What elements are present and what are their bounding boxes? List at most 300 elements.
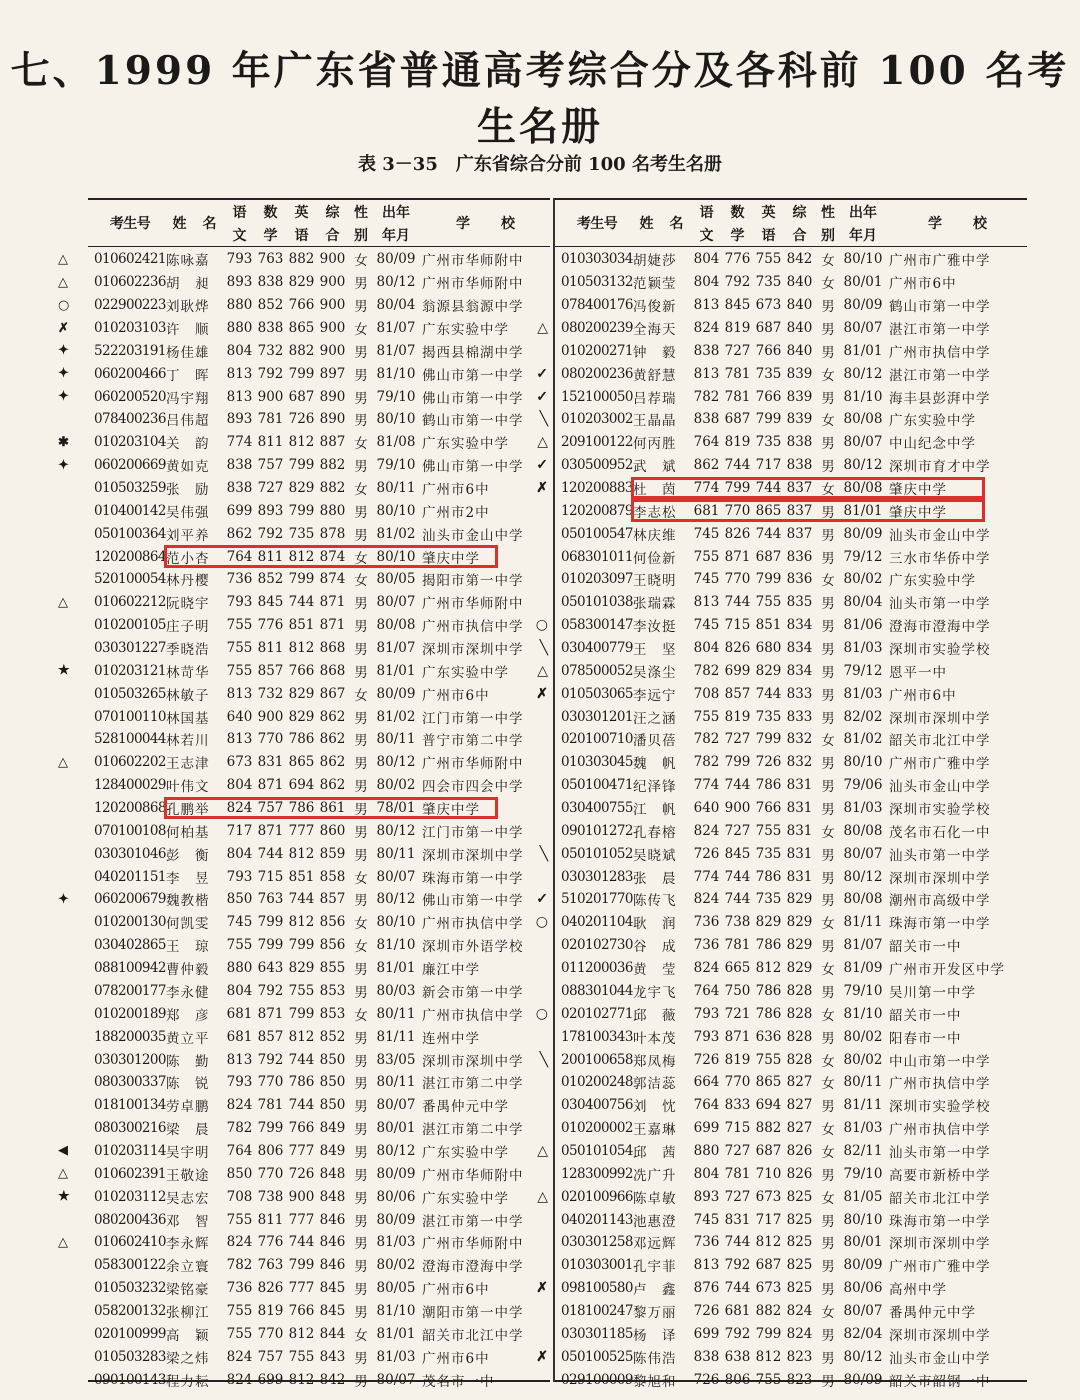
score-english: 766 [755, 342, 782, 359]
exam-id: 030301185 [561, 1325, 633, 1342]
school: 广州市执信中学 [889, 344, 991, 361]
score-math: 744 [724, 457, 751, 474]
birth-month: 80/09 [843, 1257, 883, 1274]
sex: 男 [354, 1053, 368, 1070]
score-chinese: 793 [226, 251, 253, 268]
score-chinese: 782 [693, 662, 720, 679]
score-chinese: 755 [226, 1325, 253, 1342]
table-row [58, 248, 550, 271]
score-math: 744 [724, 777, 751, 794]
student-name: 王志津 [166, 756, 210, 773]
school: 广州市6中 [889, 687, 957, 704]
birth-month: 79/10 [376, 457, 416, 474]
score-chinese: 726 [693, 845, 720, 862]
sex: 男 [821, 344, 835, 361]
table-row [555, 637, 1027, 660]
score-english: 812 [755, 960, 782, 977]
score-english: 777 [288, 1280, 315, 1297]
birth-month: 80/12 [843, 1348, 883, 1365]
school: 韶关市北江中学 [889, 733, 991, 750]
score-composite: 833 [786, 685, 813, 702]
school: 广州市华师附中 [422, 253, 524, 270]
school: 肇庆中学 [889, 504, 947, 521]
birth-month: 80/10 [843, 251, 883, 268]
margin-mark: ◀ [58, 1143, 68, 1159]
birth-month: 80/05 [376, 571, 416, 588]
score-composite: 852 [319, 1028, 346, 1045]
table-row [555, 1345, 1027, 1368]
score-english: 882 [288, 342, 315, 359]
header-line: 文 [232, 227, 247, 244]
student-name: 张 励 [166, 482, 210, 499]
student-name: 潘贝蓓 [633, 733, 677, 750]
score-english: 735 [755, 891, 782, 908]
score-chinese: 838 [226, 457, 253, 474]
score-english: 755 [755, 1371, 782, 1388]
exam-id: 010503065 [561, 685, 633, 702]
birth-month: 81/10 [843, 388, 883, 405]
birth-month: 81/03 [376, 1348, 416, 1365]
table-row [88, 797, 550, 820]
student-name: 邱 薇 [633, 1007, 677, 1024]
school: 广州市6中 [422, 687, 490, 704]
exam-id: 040201143 [561, 1211, 633, 1228]
score-composite: 831 [786, 777, 813, 794]
student-name: 李志松 [633, 504, 677, 521]
score-chinese: 755 [226, 1302, 253, 1319]
student-name: 叶本茂 [633, 1030, 677, 1047]
score-english: 882 [755, 1120, 782, 1137]
score-composite: 874 [319, 548, 346, 565]
handwritten-mark: △ [537, 662, 548, 679]
birth-month: 80/02 [843, 571, 883, 588]
student-name: 刘 忱 [633, 1099, 677, 1116]
table-row [555, 362, 1027, 385]
score-composite: 827 [786, 1097, 813, 1114]
school: 韶关市北江中学 [889, 1190, 991, 1207]
score-english: 673 [755, 1280, 782, 1297]
score-composite: 860 [319, 822, 346, 839]
score-chinese: 774 [693, 868, 720, 885]
header-line: 年月 [849, 227, 877, 244]
table-row [555, 1071, 1027, 1094]
table-row [88, 911, 550, 934]
exam-id: 030402865 [94, 937, 166, 954]
handwritten-mark: ○ [535, 1005, 548, 1022]
score-english: 799 [288, 937, 315, 954]
table-row [88, 934, 550, 957]
score-math: 871 [257, 777, 284, 794]
student-name: 叶伟文 [166, 779, 210, 796]
header-line: 数 [263, 204, 278, 221]
sex: 男 [821, 322, 835, 338]
school: 韶关市北江中学 [422, 1327, 524, 1344]
exam-id: 088301044 [561, 982, 633, 999]
birth-month: 81/01 [843, 502, 883, 519]
student-name: 梁之炜 [166, 1350, 210, 1367]
header-birth-month [374, 200, 418, 246]
student-name: 陈传飞 [633, 893, 677, 910]
school: 深圳市实验学校 [889, 802, 991, 819]
margin-mark: ✱ [58, 434, 69, 450]
score-composite: 900 [319, 320, 346, 336]
score-math: 763 [257, 251, 284, 268]
birth-month: 79/12 [843, 548, 883, 565]
student-name: 王敬途 [166, 1167, 210, 1184]
score-chinese: 813 [693, 365, 720, 382]
score-english: 786 [755, 777, 782, 794]
score-composite: 857 [319, 891, 346, 908]
school: 肇庆中学 [889, 482, 947, 499]
student-name: 陈卓敏 [633, 1190, 677, 1207]
score-chinese: 793 [226, 594, 253, 611]
table-row [555, 614, 1027, 637]
sex: 男 [821, 596, 835, 613]
exam-id: 030301201 [561, 708, 633, 725]
birth-month: 81/01 [843, 342, 883, 359]
score-chinese: 838 [693, 342, 720, 359]
score-math: 857 [257, 662, 284, 679]
margin-mark: ✦ [58, 457, 69, 473]
student-name: 何丙胜 [633, 436, 677, 453]
school: 番禺仲元中学 [422, 1099, 509, 1116]
table-row [88, 1300, 550, 1323]
sex: 女 [354, 916, 368, 933]
score-chinese: 755 [226, 1211, 253, 1228]
student-name: 高 颖 [166, 1327, 210, 1344]
header-line: 学 校 [456, 216, 516, 232]
sex: 女 [354, 482, 368, 499]
table-row [555, 682, 1027, 705]
score-chinese: 764 [693, 1097, 720, 1114]
score-composite: 836 [786, 548, 813, 565]
score-english: 717 [755, 457, 782, 474]
score-english: 766 [288, 1302, 315, 1319]
sex: 女 [354, 939, 368, 956]
handwritten-mark: ✗ [536, 685, 548, 702]
school: 深圳市深圳中学 [422, 847, 524, 864]
school: 佛山市第一中学 [422, 367, 524, 384]
sex: 男 [354, 299, 368, 316]
table-row [555, 1025, 1027, 1048]
birth-month: 80/06 [843, 1280, 883, 1297]
school: 广州市广雅中学 [889, 1259, 991, 1276]
table-row [555, 1117, 1027, 1140]
score-english: 799 [288, 571, 315, 588]
score-composite: 828 [786, 1051, 813, 1068]
birth-month: 81/01 [376, 662, 416, 679]
score-english: 882 [288, 251, 315, 268]
score-english: 799 [288, 1005, 315, 1022]
score-english: 687 [755, 320, 782, 336]
birth-month: 81/10 [843, 1005, 883, 1022]
score-math: 857 [724, 685, 751, 702]
score-english: 687 [755, 1257, 782, 1274]
table-row [555, 431, 1027, 454]
exam-id: 128400029 [94, 777, 166, 794]
student-name: 林庆维 [633, 527, 677, 544]
handwritten-mark: △ [537, 434, 548, 451]
student-name: 张瑞霖 [633, 596, 677, 613]
student-name: 郭洁蕊 [633, 1076, 677, 1093]
score-english: 786 [755, 868, 782, 885]
student-name: 邱 茜 [633, 1144, 677, 1161]
score-math: 799 [724, 754, 751, 771]
score-math: 727 [724, 1142, 751, 1159]
sex: 男 [354, 1373, 368, 1390]
student-name: 曹仲毅 [166, 962, 210, 979]
sex: 男 [821, 642, 835, 659]
score-english: 786 [288, 1074, 315, 1091]
birth-month: 81/03 [843, 640, 883, 657]
score-math: 776 [257, 617, 284, 634]
score-composite: 839 [786, 388, 813, 405]
header-line: 别 [354, 227, 368, 244]
sex: 男 [821, 687, 835, 704]
header-line: 综 [325, 204, 340, 221]
score-english: 786 [288, 731, 315, 748]
score-math: 900 [257, 388, 284, 405]
score-chinese: 673 [226, 754, 253, 771]
header-line: 考生号 [109, 216, 151, 232]
score-english: 851 [755, 617, 782, 634]
exam-id: 010503265 [94, 685, 166, 702]
score-chinese: 782 [693, 388, 720, 405]
score-english: 744 [288, 891, 315, 908]
table-row [555, 1140, 1027, 1163]
score-english: 799 [755, 1325, 782, 1342]
header-line: 性 [821, 204, 835, 221]
sex: 男 [821, 1099, 835, 1116]
student-name: 李汝挺 [633, 619, 677, 636]
score-math: 852 [257, 571, 284, 588]
score-english: 851 [288, 617, 315, 634]
table-row [58, 294, 550, 317]
sex: 男 [821, 847, 835, 864]
exam-id: 080300337 [94, 1074, 166, 1091]
header-line: 语 [761, 227, 776, 244]
table-row [555, 1048, 1027, 1071]
exam-id: 020102771 [561, 1005, 633, 1022]
sex: 男 [354, 1099, 368, 1116]
school: 广州市华师附中 [422, 1236, 524, 1253]
exam-id: 010203104 [94, 434, 166, 451]
score-composite: 832 [786, 731, 813, 748]
score-english: 687 [288, 388, 315, 405]
header-score-math [722, 200, 753, 246]
student-name: 林国基 [166, 710, 210, 727]
score-chinese: 774 [693, 480, 720, 497]
sex: 男 [354, 642, 368, 659]
table-row [88, 408, 550, 431]
school: 揭阳市第一中学 [422, 573, 524, 590]
score-math: 838 [257, 320, 284, 336]
student-name: 全海天 [633, 322, 677, 338]
score-chinese: 745 [693, 617, 720, 634]
table-row [555, 499, 1027, 522]
score-math: 781 [257, 1097, 284, 1114]
sex: 女 [821, 1053, 835, 1070]
birth-month: 80/02 [376, 1257, 416, 1274]
score-composite: 849 [319, 1120, 346, 1137]
exam-id: 120200864 [94, 548, 166, 565]
school: 广州市华师附中 [422, 596, 524, 613]
exam-id: 010303045 [561, 754, 633, 771]
rule-bottom [88, 1380, 550, 1382]
header-score-composite [784, 200, 815, 246]
score-chinese: 764 [226, 548, 253, 565]
table-caption: 表 3－35 广东省综合分前 100 名考生名册 [358, 154, 722, 175]
score-composite: 825 [786, 1211, 813, 1228]
birth-month: 81/11 [376, 1028, 416, 1045]
student-name: 吴晓斌 [633, 847, 677, 864]
score-english: 735 [755, 845, 782, 862]
score-chinese: 745 [693, 525, 720, 542]
rule-header [88, 246, 550, 247]
handwritten-mark: ✓ [536, 388, 548, 405]
school: 中山市第一中学 [889, 1053, 991, 1070]
birth-month: 80/10 [376, 914, 416, 931]
score-math: 781 [724, 1165, 751, 1182]
table-row [88, 842, 550, 865]
table-row [58, 271, 550, 294]
birth-month: 80/02 [376, 777, 416, 794]
score-math: 763 [257, 1257, 284, 1274]
score-math: 744 [724, 1234, 751, 1251]
exam-id: 078200177 [94, 982, 166, 999]
school: 广东实验中学 [422, 322, 509, 338]
score-chinese: 681 [226, 1028, 253, 1045]
header-score-composite [317, 200, 348, 246]
sex: 男 [821, 1167, 835, 1184]
table-row [88, 980, 550, 1003]
student-name: 江 帆 [633, 802, 677, 819]
score-english: 851 [288, 868, 315, 885]
score-composite: 823 [786, 1371, 813, 1388]
score-english: 812 [755, 1348, 782, 1365]
table-row [555, 568, 1027, 591]
exam-id: 010200189 [94, 1005, 166, 1022]
header-line: 考生号 [576, 216, 618, 232]
school: 深圳市育才中学 [889, 459, 991, 476]
score-math: 826 [257, 1280, 284, 1297]
score-chinese: 824 [226, 1371, 253, 1388]
score-math: 831 [257, 754, 284, 771]
score-chinese: 774 [226, 434, 253, 451]
score-chinese: 736 [693, 1234, 720, 1251]
school: 珠海市第一中学 [422, 870, 524, 887]
score-composite: 855 [319, 960, 346, 977]
score-english: 882 [755, 1302, 782, 1319]
birth-month: 80/10 [376, 502, 416, 519]
score-composite: 862 [319, 708, 346, 725]
score-chinese: 804 [693, 274, 720, 291]
birth-month: 80/02 [843, 1051, 883, 1068]
exam-id: 011200036 [561, 960, 633, 977]
exam-id: 080200239 [561, 320, 633, 336]
student-name: 耿 润 [633, 916, 677, 933]
score-chinese: 793 [693, 1005, 720, 1022]
score-math: 638 [724, 1348, 751, 1365]
table-row [88, 1025, 550, 1048]
score-math: 811 [257, 640, 284, 657]
score-math: 721 [724, 1005, 751, 1022]
exam-id: 030301283 [561, 868, 633, 885]
margin-mark: ✗ [58, 320, 69, 336]
score-chinese: 708 [693, 685, 720, 702]
exam-id: 010200248 [561, 1074, 633, 1091]
student-name: 王 琼 [166, 939, 210, 956]
score-english: 766 [288, 662, 315, 679]
score-chinese: 824 [226, 1097, 253, 1114]
school: 连州中学 [422, 1030, 480, 1047]
score-english: 829 [288, 685, 315, 702]
table-row [88, 477, 550, 500]
exam-id: 010602410 [94, 1234, 166, 1251]
table-right [553, 198, 1027, 1390]
sex: 男 [821, 527, 835, 544]
score-math: 744 [724, 891, 751, 908]
school: 深圳市外语学校 [422, 939, 524, 956]
table-row [58, 1185, 550, 1208]
score-chinese: 813 [226, 685, 253, 702]
student-name: 吕伟超 [166, 413, 210, 430]
table-row [555, 545, 1027, 568]
school: 茂名市一中 [422, 1373, 495, 1390]
student-name: 王 坚 [633, 642, 677, 659]
sex: 男 [821, 984, 835, 1001]
score-english: 755 [755, 594, 782, 611]
table-row [555, 1322, 1027, 1345]
table-row [555, 819, 1027, 842]
exam-id: 030400779 [561, 640, 633, 657]
score-math: 757 [257, 800, 284, 817]
sex: 女 [821, 1122, 835, 1139]
birth-month: 80/11 [843, 1074, 883, 1091]
school: 珠海市第一中学 [889, 1213, 991, 1230]
score-chinese: 782 [226, 1120, 253, 1137]
sex: 男 [354, 1213, 368, 1230]
sex: 男 [821, 1213, 835, 1230]
score-math: 845 [724, 297, 751, 314]
student-name: 魏 帆 [633, 756, 677, 773]
score-composite: 848 [319, 1165, 346, 1182]
score-math: 811 [257, 434, 284, 451]
score-composite: 828 [786, 1028, 813, 1045]
score-chinese: 804 [693, 640, 720, 657]
exam-id: 020100966 [561, 1188, 633, 1205]
table-row [555, 705, 1027, 728]
school: 汕头市金山中学 [889, 779, 991, 796]
student-name: 刘平养 [166, 527, 210, 544]
school: 深圳市深圳中学 [889, 1236, 991, 1253]
birth-month: 80/07 [843, 1302, 883, 1319]
score-english: 755 [288, 982, 315, 999]
table-row [555, 477, 1027, 500]
exam-id: 020102730 [561, 937, 633, 954]
birth-month: 81/07 [376, 342, 416, 359]
table-row [555, 888, 1027, 911]
birth-month: 80/08 [843, 480, 883, 497]
margin-mark: ★ [58, 663, 70, 679]
header-line: 合 [325, 227, 340, 244]
score-english: 812 [288, 548, 315, 565]
exam-id: 050100525 [561, 1348, 633, 1365]
score-english: 865 [755, 502, 782, 519]
school: 湛江市第二中学 [422, 1076, 524, 1093]
header-line: 语 [232, 204, 247, 221]
birth-month: 80/09 [376, 1211, 416, 1228]
